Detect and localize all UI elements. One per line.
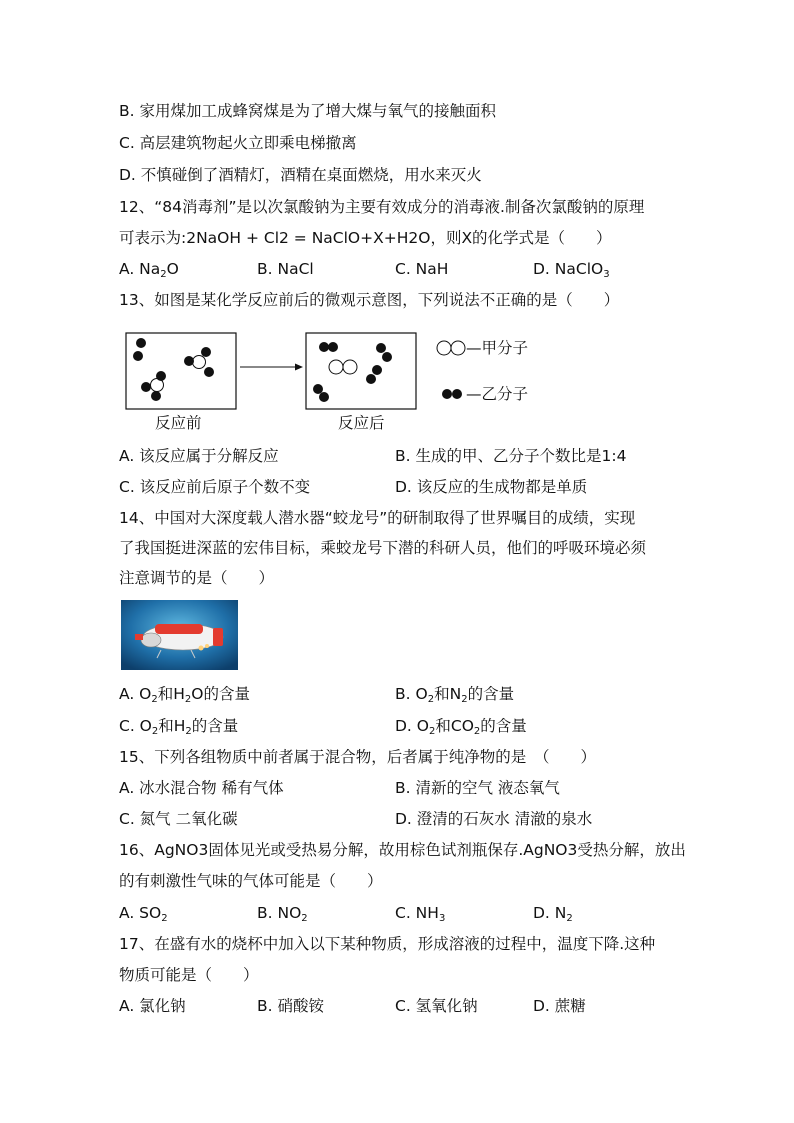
q12-stem-line1: 12、“84消毒剂”是以次氯酸钠为主要有效成分的消毒液.制备次氯酸钠的原理 (119, 198, 645, 216)
q14-stem-line3: 注意调节的是（ ） (119, 569, 275, 587)
q13-option-a: A. 该反应属于分解反应 (119, 447, 279, 465)
q16-stem-line2: 的有刺激性气味的气体可能是（ ） (119, 872, 383, 890)
q16-option-c: C. $NH_3$ (395, 904, 446, 924)
q15-option-d: D. 澄清的石灰水 清澈的泉水 (395, 810, 593, 828)
q14-option-d: D. $O_2$和$CO_2$的含量 (395, 717, 527, 737)
q13-option-b: B. 生成的甲、乙分子个数比是1:4 (395, 447, 627, 465)
q17-stem-line2: 物质可能是（ ） (119, 966, 259, 984)
q13-option-c: C. 该反应前后原子个数不变 (119, 478, 311, 496)
q15-option-b: B. 清新的空气 液态氧气 (395, 779, 560, 797)
q16-option-d: D. $N_2$ (533, 904, 573, 924)
label-before: 反应前 (155, 414, 202, 432)
q11-option-d: D. 不慎碰倒了酒精灯，酒精在桌面燃烧，用水来灭火 (119, 166, 482, 184)
q16-option-b: B. $NO_2$ (257, 904, 308, 924)
q16-option-a: A. $SO_2$ (119, 904, 168, 924)
q12-option-d: D. NaClO$_3$ (533, 260, 610, 280)
q11-option-b: B. 家用煤加工成蜂窝煤是为了增大煤与氧气的接触面积 (119, 102, 496, 120)
q12-option-b: B. NaCl (257, 260, 314, 278)
q14-option-a: A. $O_2$和$H_2O$的含量 (119, 685, 250, 705)
q14-option-c: C. $O_2$和$H_2$的含量 (119, 717, 239, 737)
q14-option-b: B. $O_2$和$N_2$的含量 (395, 685, 515, 705)
q15-option-c: C. 氮气 二氧化碳 (119, 810, 238, 828)
label-after: 反应后 (338, 414, 385, 432)
q17-option-b: B. 硝酸铵 (257, 997, 324, 1015)
q17-option-c: C. 氢氧化钠 (395, 997, 478, 1015)
q15-stem: 15、下列各组物质中前者属于混合物，后者属于纯净物的是 （ ） (119, 748, 596, 766)
q14-stem-line1: 14、中国对大深度载人潜水器“蛟龙号”的研制取得了世界嘱目的成绩，实现 (119, 509, 636, 527)
q11-option-c: C. 高层建筑物起火立即乘电梯撤离 (119, 134, 357, 152)
q12-option-c: C. NaH (395, 260, 449, 278)
submarine-image (121, 600, 238, 670)
reaction-diagram (0, 0, 794, 440)
legend-jia-label: —甲分子 (466, 339, 529, 357)
legend-yi-label: —乙分子 (466, 385, 529, 403)
q17-option-a: A. 氯化钠 (119, 997, 186, 1015)
q13-stem: 13、如图是某化学反应前后的微观示意图，下列说法不正确的是（ ） (119, 291, 620, 309)
q17-option-d: D. 蔗糖 (533, 997, 586, 1015)
q17-stem-line1: 17、在盛有水的烧杯中加入以下某种物质，形成溶液的过程中，温度下降.这种 (119, 935, 656, 953)
q12-stem-line2: 可表示为:2NaOH + Cl2 = NaClO+X+H2O，则X的化学式是（ ） (119, 229, 612, 247)
legend-yi-icon (442, 389, 452, 399)
q14-stem-line2: 了我国挺进深蓝的宏伟目标，乘蛟龙号下潜的科研人员，他们的呼吸环境必须 (119, 539, 647, 557)
legend-jia-icon (437, 341, 451, 355)
q12-option-a: A. $Na_2O$ (119, 260, 179, 280)
q15-option-a: A. 冰水混合物 稀有气体 (119, 779, 284, 797)
q16-stem-line1: 16、AgNO3固体见光或受热易分解，故用棕色试剂瓶保存.AgNO3受热分解，放出 (119, 841, 686, 859)
q13-option-d: D. 该反应的生成物都是单质 (395, 478, 588, 496)
